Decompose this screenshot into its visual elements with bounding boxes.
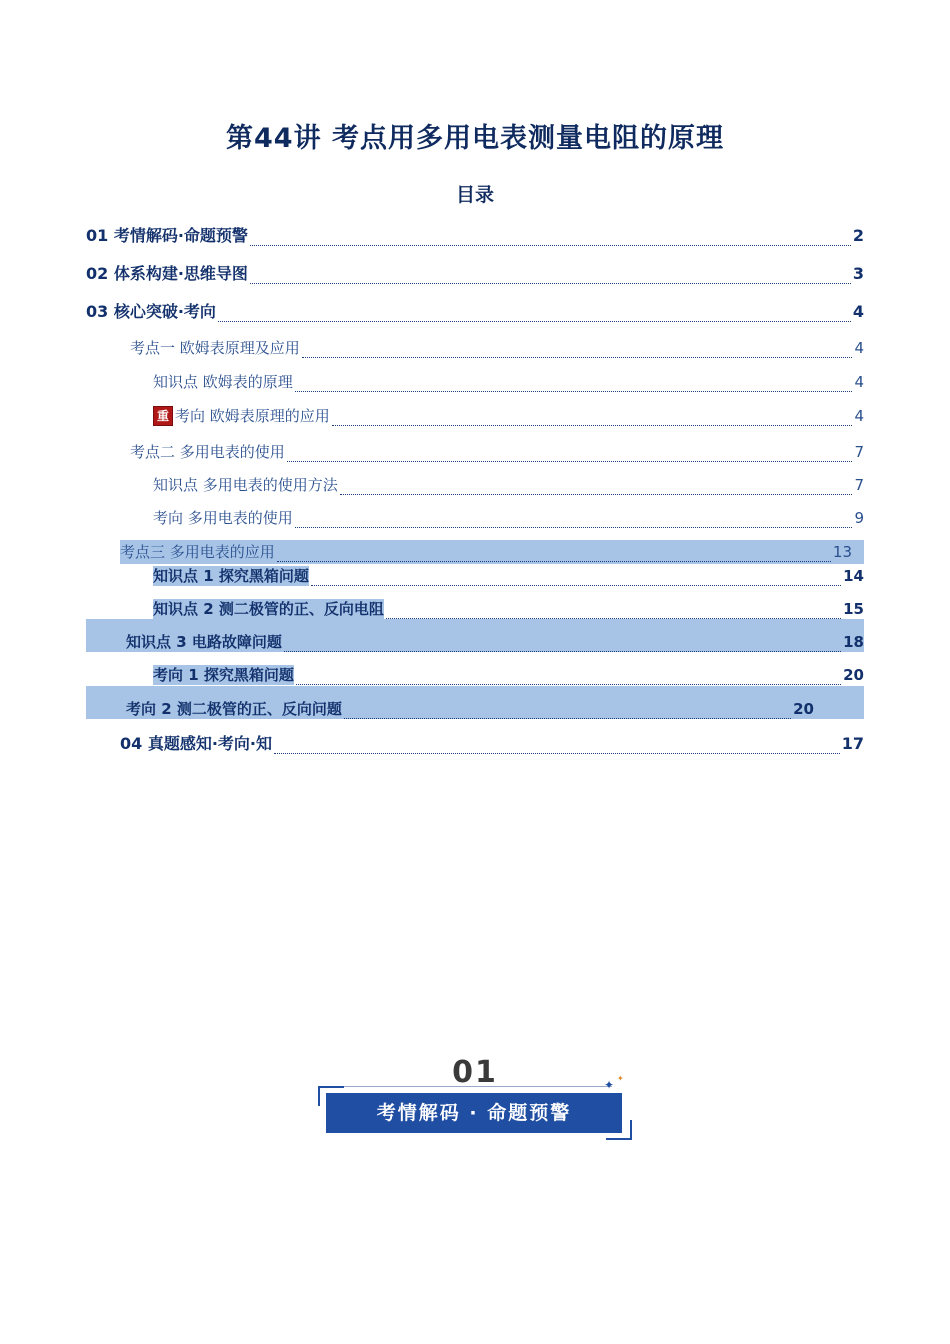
toc-entry-label: 考向 多用电表的使用 <box>153 509 293 527</box>
toc-leader <box>218 307 851 322</box>
toc-entry-label: 04 真题感知·考向·知 <box>120 734 272 753</box>
toc-entry-label: 知识点 2 测二极管的正、反向电阻 <box>153 600 384 618</box>
toc-leader <box>295 513 853 528</box>
toc-entry[interactable] <box>130 442 864 462</box>
toc-leader <box>295 377 853 392</box>
toc-leader <box>344 704 791 719</box>
toc-entry-page: 9 <box>854 509 864 527</box>
toc-heading: 目录 <box>455 184 494 206</box>
toc-entry-label: 知识点 多用电表的使用方法 <box>153 476 338 494</box>
toc-entry-page: 14 <box>843 567 864 585</box>
toc-entry-page: 3 <box>852 264 864 283</box>
toc-entry-page: 7 <box>854 476 864 494</box>
toc-entry-page: 18 <box>843 633 864 651</box>
toc-entry[interactable] <box>86 264 864 284</box>
toc-entry-page: 4 <box>852 302 864 321</box>
toc-leader <box>311 571 841 586</box>
toc-entry-label: 考点一 欧姆表原理及应用 <box>130 339 300 357</box>
toc-entry[interactable] <box>153 599 864 619</box>
toc-entry-label: 知识点 1 探究黑箱问题 <box>153 567 309 585</box>
toc-leader <box>386 604 841 619</box>
key-badge-icon: 重 <box>153 406 173 426</box>
section-banner: 考情解码 · 命题预警 <box>326 1093 622 1133</box>
toc-entry-label: 01 考情解码·命题预警 <box>86 226 248 245</box>
toc-entry-label: 02 体系构建·思维导图 <box>86 264 248 283</box>
toc-entry-page: 2 <box>852 226 864 245</box>
toc-entry[interactable] <box>126 699 814 719</box>
toc-entry[interactable] <box>153 406 864 426</box>
toc-leader <box>284 637 841 652</box>
toc-entry[interactable] <box>153 566 864 586</box>
toc-entry-page: 7 <box>854 443 864 461</box>
toc-leader <box>250 269 851 284</box>
toc-leader <box>332 411 853 426</box>
toc-leader <box>296 670 841 685</box>
sparkle-icon: ✦ <box>617 1074 624 1083</box>
toc-entry-label: 03 核心突破·考向 <box>86 302 216 321</box>
toc-entry-page: 13 <box>832 543 852 561</box>
toc-entry-page: 4 <box>854 407 864 425</box>
toc-leader <box>250 231 851 246</box>
toc-entry[interactable] <box>86 302 864 322</box>
toc-entry-page: 15 <box>843 600 864 618</box>
toc-entry-label: 考向 2 测二极管的正、反向问题 <box>126 700 342 718</box>
toc-entry[interactable] <box>153 372 864 392</box>
toc-entry[interactable] <box>153 508 864 528</box>
toc-entry[interactable] <box>130 338 864 358</box>
toc-entry-page: 4 <box>854 339 864 357</box>
toc-leader <box>287 447 853 462</box>
toc-entry-label: 知识点 欧姆表的原理 <box>153 373 293 391</box>
toc-entry[interactable] <box>153 475 864 495</box>
toc-entry[interactable] <box>126 632 864 652</box>
banner-frame-line <box>342 1086 612 1087</box>
toc-entry-label: 考向 欧姆表原理的应用 <box>175 407 330 425</box>
toc-entry-page: 20 <box>793 700 814 718</box>
toc-leader <box>277 547 831 562</box>
toc-entry-label: 考点三 多用电表的应用 <box>120 543 275 561</box>
toc-entry-label: 知识点 3 电路故障问题 <box>126 633 282 651</box>
toc-leader <box>274 739 840 754</box>
toc-entry-label: 考向 1 探究黑箱问题 <box>153 666 294 684</box>
toc-entry-page: 17 <box>841 734 864 753</box>
section-number: 01 <box>452 1055 498 1090</box>
toc-entry[interactable] <box>86 226 864 246</box>
toc-entry-page: 20 <box>843 666 864 684</box>
toc-leader <box>340 480 853 495</box>
toc-entry[interactable] <box>120 734 864 754</box>
toc-entry-page: 4 <box>854 373 864 391</box>
sparkle-icon: ✦ <box>604 1078 615 1092</box>
toc-leader <box>302 343 853 358</box>
document-title: 第44讲 考点用多用电表测量电阻的原理 <box>226 123 724 154</box>
toc-entry[interactable] <box>120 542 852 562</box>
toc-entry-label: 考点二 多用电表的使用 <box>130 443 285 461</box>
toc-entry[interactable] <box>153 665 864 685</box>
